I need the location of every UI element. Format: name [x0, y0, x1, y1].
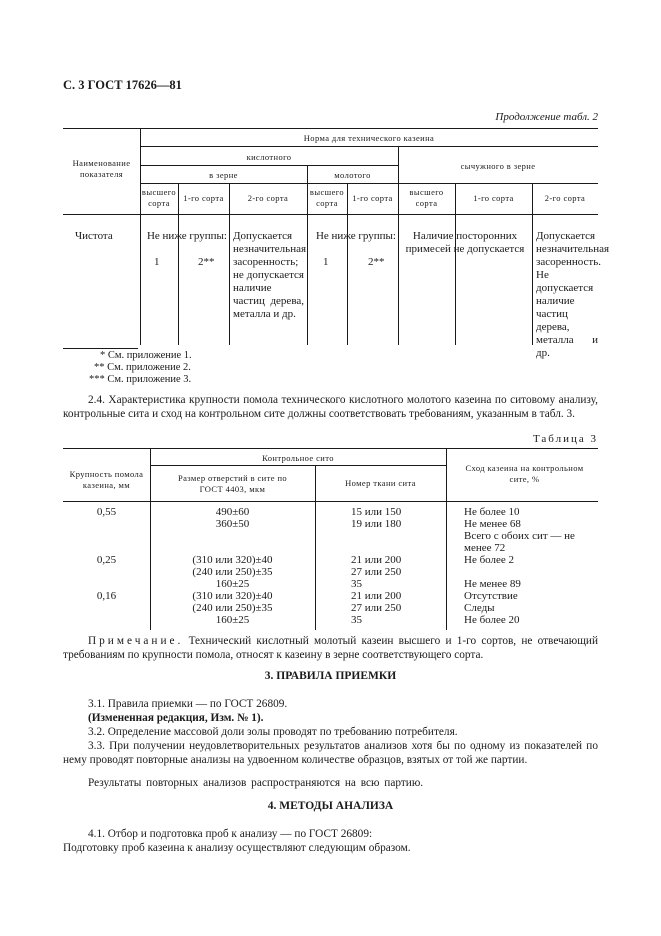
- t2-header-bottom-rule: [63, 214, 598, 215]
- t2-header-grade1: 1-го сорта: [352, 193, 393, 203]
- t2-rule-2: [140, 165, 398, 166]
- t3-row-residue: Всего с обоих сит — не: [464, 530, 575, 542]
- paragraph-3-1-edit: (Измененная редакция, Изм. № 1).: [88, 712, 264, 724]
- t2-header-grade2: 2-го сорта: [544, 193, 586, 203]
- t3-header-residue: Сход казеина на контрольном сите, %: [465, 463, 584, 484]
- t3-row-holes: 360±50: [215, 518, 250, 530]
- t2-header-grade1: 1-го сорта: [183, 193, 224, 203]
- paragraph-3-2: 3.2. Определение массовой доли золы проводят по требованию потребителя.: [88, 726, 458, 738]
- t2-vrule-3: [229, 183, 230, 345]
- t3-row-residue: Не более 2: [464, 554, 515, 566]
- t2-rule-1: [140, 146, 598, 147]
- footnote-rule: [63, 348, 138, 349]
- t2-ground-group-1: 1: [323, 256, 329, 268]
- paragraph-3-3b: Результаты повторных анализов распространяются на всю партию.: [88, 777, 424, 789]
- t2-rennet-top-text: Наличие посторонних примесей не допускается: [405, 230, 525, 255]
- t3-row-residue: Не менее 68: [464, 518, 521, 530]
- t2-header-grade1: 1-го сорта: [473, 193, 514, 203]
- table-3-note: [63, 634, 598, 662]
- t3-rule-1: [150, 465, 446, 466]
- t3-row-holes: 490±60: [215, 506, 250, 518]
- t3-header-bottom-rule: [63, 501, 598, 502]
- note-label: Примечание.: [88, 635, 184, 647]
- t2-vrule-5: [347, 183, 348, 345]
- t3-header-holes: Размер отверстий в сите по ГОСТ 4403, мкм: [177, 473, 288, 494]
- t2-rennet-grade2-text: Допускается незначительная засоренность. Не допускается наличие частиц дерева, металла и др.: [536, 230, 610, 359]
- t2-header-rennet: сычужного в зерне: [460, 161, 536, 171]
- t3-row-holes: 160±25: [215, 578, 250, 590]
- t2-header-top-grade: высшего сорта: [309, 187, 345, 208]
- t3-row-holes: (240 или 250)±35: [192, 602, 273, 614]
- t2-header-norm: Норма для технического казеина: [303, 133, 435, 143]
- t3-row-fabric: 27 или 250: [351, 602, 402, 614]
- footnote-1: * См. приложение 1.: [100, 350, 192, 361]
- t3-row-fabric: 35: [351, 614, 362, 626]
- t3-row-size: 0,55: [96, 506, 117, 518]
- t2-row-name: Чистота: [75, 230, 113, 242]
- t2-rule-3: [140, 183, 598, 184]
- t2-ground-group-text: Не ниже группы:: [315, 230, 396, 242]
- t2-top-rule: [63, 128, 598, 129]
- section-4-title: 4. МЕТОДЫ АНАЛИЗА: [267, 800, 394, 812]
- t3-row-fabric: 35: [351, 578, 362, 590]
- t2-grain-group-text: Не ниже группы:: [146, 230, 227, 242]
- t2-grain-group-1: 1: [154, 256, 160, 268]
- t3-row-fabric: 27 или 250: [351, 566, 402, 578]
- paragraph-3-1: 3.1. Правила приемки — по ГОСТ 26809.: [88, 698, 288, 710]
- footnote-3: *** См. приложение 3.: [89, 374, 192, 385]
- t3-row-holes: 160±25: [215, 614, 250, 626]
- t2-vrule-8: [532, 183, 533, 345]
- footnote-2: ** См. приложение 2.: [94, 362, 191, 373]
- t3-row-fabric: 21 или 200: [351, 554, 402, 566]
- t2-ground-group-2: 2**: [368, 256, 385, 268]
- table-3-title: Таблица 3: [532, 433, 598, 445]
- section-3-title: 3. ПРАВИЛА ПРИЕМКИ: [264, 670, 397, 682]
- t2-header-name: Наименование показателя: [72, 158, 131, 179]
- t3-row-fabric: 19 или 180: [351, 518, 402, 530]
- table-continuation-label: Продолжение табл. 2: [495, 111, 598, 123]
- t3-top-rule: [63, 448, 598, 449]
- page-header: С. 3 ГОСТ 17626—81: [63, 78, 182, 92]
- t2-header-top-grade: высшего сорта: [409, 187, 444, 208]
- t2-vrule-7: [455, 183, 456, 345]
- t3-row-fabric: 21 или 200: [351, 590, 402, 602]
- t3-row-holes: (310 или 320)±40: [192, 554, 273, 566]
- t3-row-residue: Отсутствие: [464, 590, 518, 602]
- paragraph-3-3: 3.3. При получении неудовлетворительных результатов анализов хотя бы по одному из показателей по нему проводят повторные анализы на удвоенном количестве образцов, взятых от той же партии.: [63, 740, 598, 766]
- t3-row-residue: менее 72: [464, 542, 506, 554]
- t3-row-size: 0,25: [96, 554, 117, 566]
- t2-vrule-6: [398, 146, 399, 345]
- t2-header-ground: молотого: [334, 170, 371, 180]
- t3-row-residue: Не более 10: [464, 506, 520, 518]
- t3-row-fabric: 15 или 150: [351, 506, 402, 518]
- t3-vrule-2: [315, 465, 316, 630]
- t2-header-top-grade: высшего сорта: [141, 187, 177, 208]
- t3-header-fabric: Номер ткани сита: [345, 478, 416, 488]
- t3-row-size: 0,16: [96, 590, 117, 602]
- t2-header-grade2: 2-го сорта: [247, 193, 289, 203]
- paragraph-4-1b: Подготовку проб казеина к анализу осуществляют следующим образом.: [63, 842, 411, 854]
- t3-header-size: Крупность помола казеина, мм: [69, 469, 144, 490]
- paragraph-4-1: 4.1. Отбор и подготовка проб к анализу — по ГОСТ 26809:: [88, 828, 373, 840]
- t3-row-residue: Следы: [464, 602, 495, 614]
- t2-header-acid: кислотного: [246, 152, 292, 162]
- t2-grain-grade2-text: Допускается незначительная засоренность; не допускается наличие частиц дерева, металла и др.: [233, 230, 307, 320]
- t3-header-sieve: Контрольное сито: [262, 453, 334, 463]
- paragraph-2-4: 2.4. Характеристика крупности помола технического кислотного молотого казеина по ситовому анализу, контрольные сита и сход на контрольном сите должны соответствовать требованиям, указанным в табл. 3.: [63, 394, 598, 420]
- note-text: Технический кислотный молотый казеин высшего и 1-го сортов, не отвечающий требованиям по крупности помола, относят к казеину в зерне соответствующего сорта.: [63, 635, 598, 661]
- t3-row-holes: (310 или 320)±40: [192, 590, 273, 602]
- t3-row-holes: (240 или 250)±35: [192, 566, 273, 578]
- t2-grain-group-2: 2**: [198, 256, 215, 268]
- t3-row-residue: Не более 20: [464, 614, 520, 626]
- t2-header-grain: в зерне: [209, 170, 238, 180]
- t2-vrule-2: [178, 183, 179, 345]
- t3-vrule-3: [446, 448, 447, 630]
- t3-row-residue: Не менее 89: [464, 578, 521, 590]
